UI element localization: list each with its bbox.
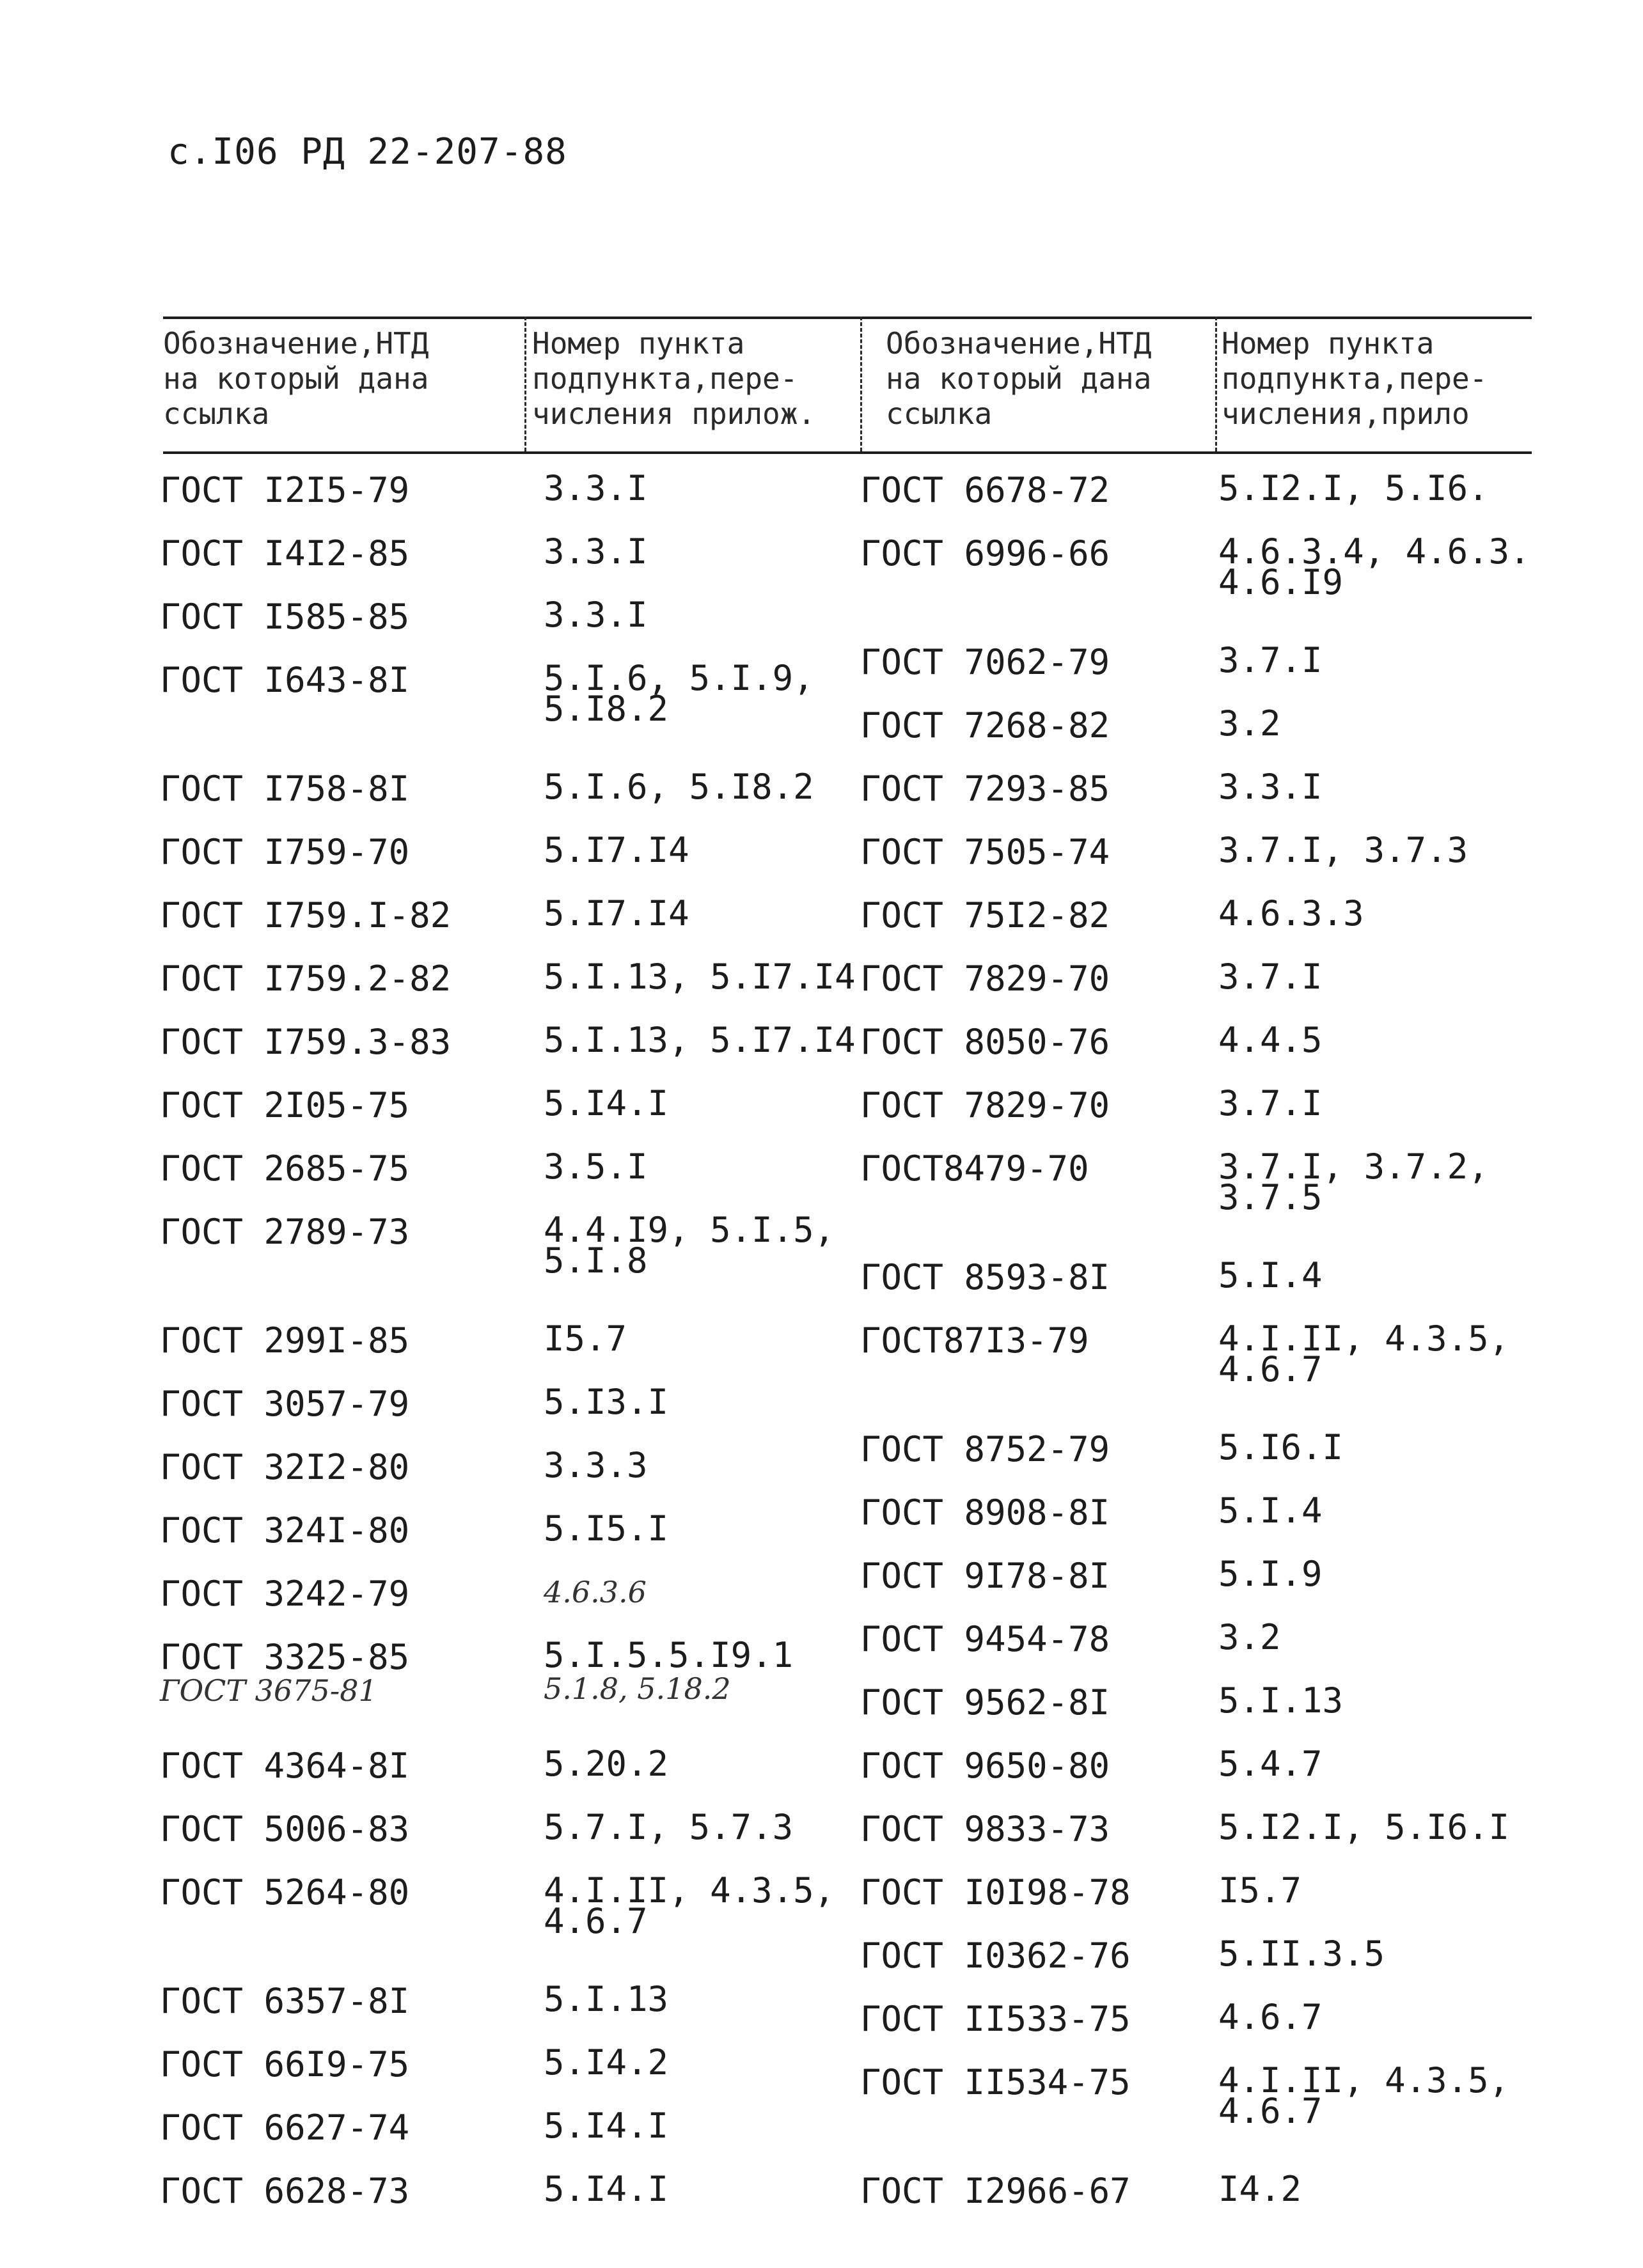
clause-number: 5.I.6, 5.I8.2 (544, 767, 814, 807)
clause-number: 3.2 (1218, 703, 1281, 744)
standard-ref: ГОСТ 2I05-75 (160, 1085, 410, 1125)
clause-number: 3.3.3 (544, 1445, 648, 1485)
standard-ref: ГОСТ I0I98-78 (860, 1872, 1131, 1912)
standard-ref: ГОСТ 6357-8I (160, 1981, 410, 2021)
clause-number: 4.I.II, 4.3.5, 4.6.7 (1218, 1318, 1510, 1389)
clause-number: 4.6.7 (1218, 1997, 1323, 2037)
clause-number: 5.I6.I (1218, 1427, 1344, 1467)
standard-ref: ГОСТ I585-85 (160, 597, 410, 637)
standard-ref: ГОСТ I759.3-83 (160, 1022, 452, 1062)
table-top-rule (163, 317, 1532, 319)
clause-number: 5.I2.I, 5.I6.I (1218, 1807, 1510, 1847)
standard-ref: ГОСТ 7062-79 (860, 642, 1110, 682)
standard-ref: ГОСТ I758-8I (160, 769, 410, 809)
clause-number: 5.I.4 (1218, 1255, 1323, 1295)
clause-number: 5.I.13 (1218, 1680, 1344, 1721)
clause-number: 4.4.I9, 5.I.5, 5.I.8 (544, 1210, 835, 1281)
column-header-clause-left: Номер пункта подпункта,пере- числения прилож. (532, 326, 816, 431)
table-header-rule (163, 451, 1532, 454)
standard-ref: ГОСТ 324I-80 (160, 1510, 410, 1551)
clause-number: 5.I.13, 5.I7.I4 (544, 957, 856, 997)
standard-ref: ГОСТ 4364-8I (160, 1746, 410, 1786)
clause-number: 5.I4.I (544, 2169, 669, 2209)
standard-ref: ГОСТ 7829-70 (860, 1085, 1110, 1125)
clause-number: I5.7 (1218, 1870, 1302, 1911)
clause-number: 5.I.5.5.I9.1 (544, 1635, 794, 1675)
standard-ref: ГОСТ 8908-8I (860, 1492, 1110, 1533)
column-divider-3 (1215, 317, 1217, 451)
standard-ref: ГОСТ I759.2-82 (160, 958, 452, 999)
column-header-designation-right: Обозначение,НТД на который дана ссылка (886, 326, 1152, 431)
clause-number: 5.I4.I (544, 1083, 669, 1123)
standard-ref: ГОСТ II534-75 (860, 2062, 1131, 2102)
clause-number: 4.6.3.3 (1218, 893, 1364, 934)
clause-number: 5.I.13 (544, 1979, 669, 2019)
clause-number: 5.7.I, 5.7.3 (544, 1807, 794, 1847)
clause-number: 5.I3.I (544, 1382, 669, 1422)
clause-number: 5.I5.I (544, 1508, 669, 1549)
clause-number: 5.I2.I, 5.I6. (1218, 468, 1489, 508)
standard-ref: ГОСТ 8752-79 (860, 1429, 1110, 1469)
clause-number: 3.5.I (544, 1146, 648, 1187)
standard-ref-handwritten: ГОСТ 3675-81 (160, 1673, 377, 1708)
standard-ref: ГОСТ 3057-79 (160, 1384, 410, 1424)
clause-number: 3.3.I (1218, 767, 1323, 807)
column-divider-1 (524, 317, 526, 451)
standard-ref: ГОСТ 32I2-80 (160, 1447, 410, 1487)
clause-number: 4.6.3.4, 4.6.3. 4.6.I9 (1218, 531, 1530, 602)
clause-number: 3.3.I (544, 595, 648, 635)
standard-ref: ГОСТ 66I9-75 (160, 2044, 410, 2084)
clause-number: 4.4.5 (1218, 1020, 1323, 1060)
standard-ref: ГОСТ I643-8I (160, 660, 410, 700)
clause-number: 3.7.I (1218, 957, 1323, 997)
clause-number: 3.3.I (544, 468, 648, 508)
standard-ref: ГОСТ 7293-85 (860, 769, 1110, 809)
standard-ref: ГОСТ 6627-74 (160, 2108, 410, 2148)
clause-number: 3.7.I, 3.7.2, 3.7.5 (1218, 1146, 1489, 1217)
standard-ref: ГОСТ 9I78-8I (860, 1556, 1110, 1596)
standard-ref: ГОСТ 9833-73 (860, 1809, 1110, 1849)
standard-ref: ГОСТ 3325-85 (160, 1637, 410, 1677)
standard-ref: ГОСТ 5006-83 (160, 1809, 410, 1849)
standard-ref: ГОСТ 7829-70 (860, 958, 1110, 999)
clause-number: 5.4.7 (1218, 1744, 1323, 1784)
standard-ref: ГОСТ 3242-79 (160, 1574, 410, 1614)
standard-ref: ГОСТ I2966-67 (860, 2171, 1131, 2211)
clause-number: I5.7 (544, 1318, 627, 1359)
standard-ref: ГОСТ87I3-79 (860, 1320, 1089, 1361)
standard-ref: ГОСТ 75I2-82 (860, 895, 1110, 935)
standard-ref: ГОСТ 7268-82 (860, 705, 1110, 746)
clause-number: 5.I4.I (544, 2106, 669, 2146)
standard-ref: ГОСТ 299I-85 (160, 1320, 410, 1361)
clause-number: 3.7.I (1218, 640, 1323, 680)
clause-number: 3.3.I (544, 531, 648, 572)
standard-ref: ГОСТ 2789-73 (160, 1212, 410, 1252)
standard-ref: ГОСТ I759.I-82 (160, 895, 452, 935)
clause-number: 5.II.3.5 (1218, 1934, 1385, 1974)
clause-number: 3.7.I, 3.7.3 (1218, 830, 1468, 870)
column-divider-2 (860, 317, 862, 451)
standard-ref: ГОСТ I759-70 (160, 832, 410, 872)
clause-number: 5.I.13, 5.I7.I4 (544, 1020, 856, 1060)
standard-ref: ГОСТ I4I2-85 (160, 533, 410, 574)
standard-ref: ГОСТ 2685-75 (160, 1148, 410, 1189)
standard-ref: ГОСТ 8593-8I (860, 1257, 1110, 1297)
clause-number: I4.2 (1218, 2169, 1302, 2209)
clause-number: 5.I7.I4 (544, 830, 689, 870)
clause-number-handwritten: 5.1.8, 5.18.2 (544, 1671, 731, 1706)
clause-number: 5.I.6, 5.I.9, 5.I8.2 (544, 658, 814, 729)
standard-ref: ГОСТ II533-75 (860, 1999, 1131, 2039)
clause-number-handwritten: 4.6.3.6 (544, 1575, 647, 1609)
standard-ref: ГОСТ8479-70 (860, 1148, 1089, 1189)
clause-number: 5.I7.I4 (544, 893, 689, 934)
clause-number: 4.I.II, 4.3.5, 4.6.7 (544, 1870, 835, 1941)
standard-ref: ГОСТ I2I5-79 (160, 470, 410, 510)
standard-ref: ГОСТ 6628-73 (160, 2171, 410, 2211)
clause-number: 3.7.I (1218, 1083, 1323, 1123)
standard-ref: ГОСТ 9562-8I (860, 1682, 1110, 1723)
clause-number: 3.2 (1218, 1617, 1281, 1657)
standard-ref: ГОСТ 8050-76 (860, 1022, 1110, 1062)
page-header: с.I06 РД 22-207-88 (168, 131, 567, 173)
standard-ref: ГОСТ I0362-76 (860, 1936, 1131, 1976)
clause-number: 4.I.II, 4.3.5, 4.6.7 (1218, 2060, 1510, 2131)
column-header-designation-left: Обозначение,НТД на который дана ссылка (163, 326, 429, 431)
standard-ref: ГОСТ 7505-74 (860, 832, 1110, 872)
standard-ref: ГОСТ 6996-66 (860, 533, 1110, 574)
clause-number: 5.I.9 (1218, 1554, 1323, 1594)
clause-number: 5.I.4 (1218, 1490, 1323, 1531)
standard-ref: ГОСТ 5264-80 (160, 1872, 410, 1912)
standard-ref: ГОСТ 9454-78 (860, 1619, 1110, 1659)
standard-ref: ГОСТ 9650-80 (860, 1746, 1110, 1786)
column-header-clause-right: Номер пункта подпункта,пере- числения,прило (1222, 326, 1488, 431)
standard-ref: ГОСТ 6678-72 (860, 470, 1110, 510)
clause-number: 5.I4.2 (544, 2042, 669, 2083)
clause-number: 5.20.2 (544, 1744, 669, 1784)
